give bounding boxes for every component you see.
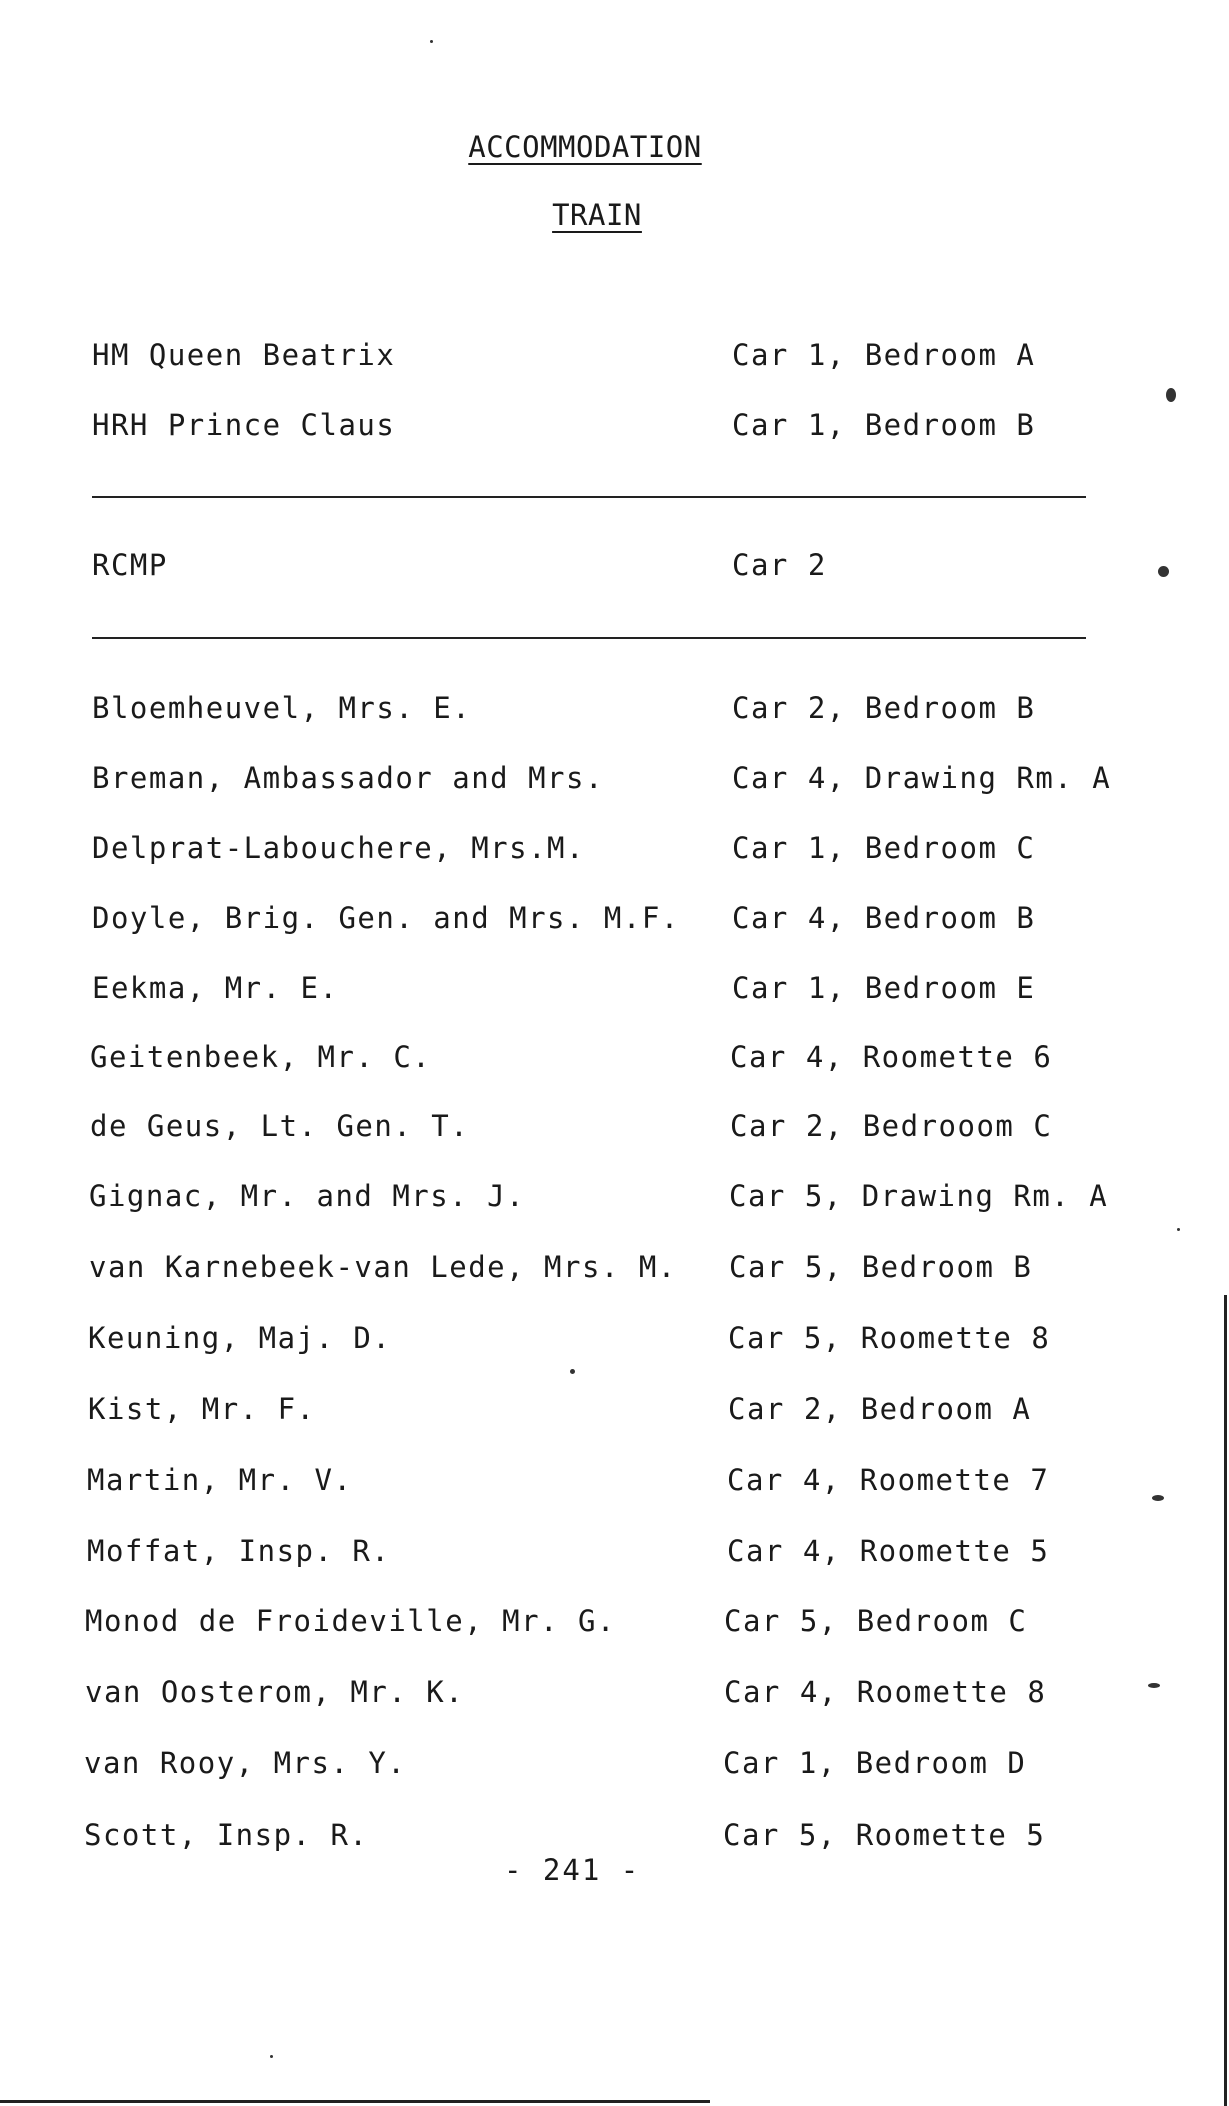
scan-speck (270, 2055, 273, 2058)
guest-name: Scott, Insp. R. (84, 1818, 369, 1852)
room-assignment: Car 1, Bedroom C (732, 831, 1036, 865)
list-item (0, 1746, 1229, 1786)
scan-speck (430, 40, 433, 43)
list-item (0, 1534, 1229, 1574)
list-item (0, 1179, 1229, 1219)
guest-name: Moffat, Insp. R. (87, 1534, 391, 1568)
list-item (0, 548, 1229, 588)
room-assignment: Car 4, Drawing Rm. A (732, 761, 1112, 795)
list-item (0, 901, 1229, 941)
room-assignment: Car 5, Bedroom C (724, 1604, 1028, 1638)
guest-name: van Oosterom, Mr. K. (85, 1675, 465, 1709)
room-assignment: Car 2, Bedroom B (732, 691, 1036, 725)
room-assignment: Car 5, Drawing Rm. A (729, 1179, 1109, 1213)
page-number: - 241 - (504, 1853, 641, 1887)
divider (92, 496, 1086, 498)
guest-name: RCMP (92, 548, 168, 582)
list-item (0, 831, 1229, 871)
guest-name: Martin, Mr. V. (87, 1463, 353, 1497)
room-assignment: Car 4, Roomette 5 (727, 1534, 1050, 1568)
divider (92, 637, 1086, 639)
list-item (0, 338, 1229, 378)
room-assignment: Car 1, Bedroom E (732, 971, 1036, 1005)
room-assignment: Car 5, Bedroom B (729, 1250, 1033, 1284)
room-assignment: Car 1, Bedroom B (732, 408, 1036, 442)
guest-name: Bloemheuvel, Mrs. E. (92, 691, 472, 725)
guest-name: van Rooy, Mrs. Y. (84, 1746, 407, 1780)
guest-name: HRH Prince Claus (92, 408, 396, 442)
list-item (0, 1040, 1229, 1080)
room-assignment: Car 2, Bedrooom C (730, 1109, 1053, 1143)
guest-name: HM Queen Beatrix (92, 338, 396, 372)
guest-name: Geitenbeek, Mr. C. (90, 1040, 432, 1074)
list-item (0, 1675, 1229, 1715)
list-item (0, 971, 1229, 1011)
list-item (0, 1604, 1229, 1644)
guest-name: Doyle, Brig. Gen. and Mrs. M.F. (92, 901, 680, 935)
room-assignment: Car 5, Roomette 8 (728, 1321, 1051, 1355)
scan-speck (1152, 1495, 1164, 1501)
room-assignment: Car 4, Roomette 6 (730, 1040, 1053, 1074)
guest-name: Delprat-Labouchere, Mrs.M. (92, 831, 585, 865)
scan-edge-line (1224, 1295, 1227, 2106)
list-item (0, 1109, 1229, 1149)
document-subtitle: TRAIN (552, 198, 642, 232)
room-assignment: Car 4, Roomette 7 (727, 1463, 1050, 1497)
room-assignment: Car 1, Bedroom D (723, 1746, 1027, 1780)
guest-name: Gignac, Mr. and Mrs. J. (89, 1179, 526, 1213)
guest-name: Breman, Ambassador and Mrs. (92, 761, 604, 795)
room-assignment: Car 4, Bedroom B (732, 901, 1036, 935)
scan-speck (1166, 388, 1176, 402)
scan-speck (1158, 566, 1169, 577)
list-item (0, 1321, 1229, 1361)
list-item (0, 408, 1229, 448)
room-assignment: Car 4, Roomette 8 (724, 1675, 1047, 1709)
room-assignment: Car 2 (732, 548, 827, 582)
document-title: ACCOMMODATION (468, 130, 702, 164)
list-item (0, 1392, 1229, 1432)
list-item (0, 1250, 1229, 1290)
list-item (0, 1463, 1229, 1503)
scan-speck (570, 1369, 575, 1374)
guest-name: de Geus, Lt. Gen. T. (90, 1109, 470, 1143)
list-item (0, 1818, 1229, 1858)
guest-name: Keuning, Maj. D. (88, 1321, 392, 1355)
guest-name: Kist, Mr. F. (88, 1392, 316, 1426)
guest-name: Monod de Froideville, Mr. G. (85, 1604, 616, 1638)
scan-speck (1148, 1683, 1160, 1688)
guest-name: van Karnebeek-van Lede, Mrs. M. (89, 1250, 677, 1284)
guest-name: Eekma, Mr. E. (92, 971, 339, 1005)
room-assignment: Car 1, Bedroom A (732, 338, 1036, 372)
scan-edge-line (0, 2100, 710, 2103)
room-assignment: Car 2, Bedroom A (728, 1392, 1032, 1426)
scan-speck (1177, 1228, 1180, 1231)
room-assignment: Car 5, Roomette 5 (723, 1818, 1046, 1852)
list-item (0, 761, 1229, 801)
list-item (0, 691, 1229, 731)
